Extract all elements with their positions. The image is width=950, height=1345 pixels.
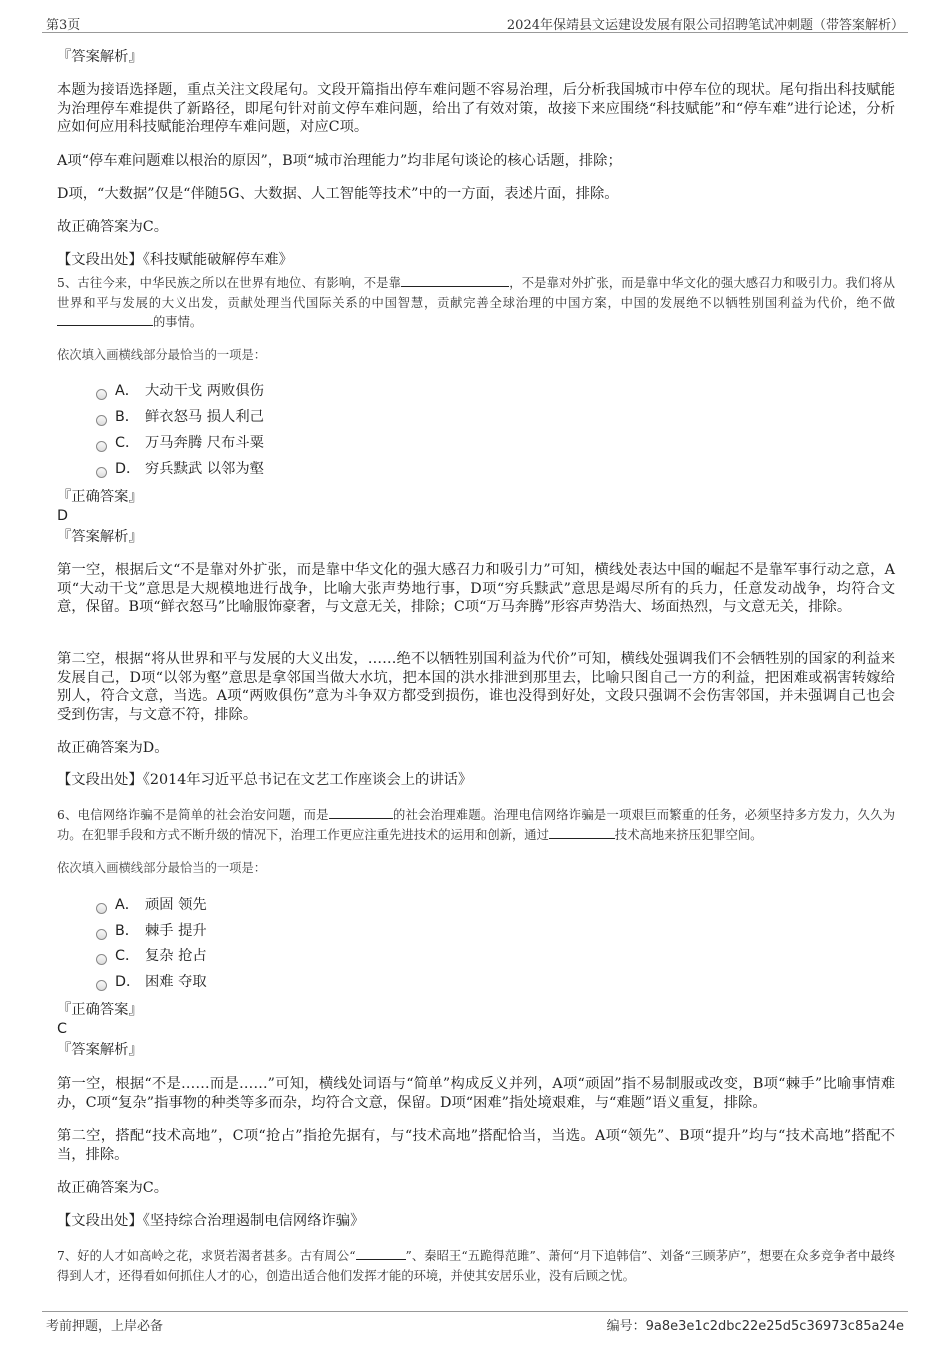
option-letter: C． [115, 435, 140, 451]
q6-analysis-p1: 第一空，根据“不是……而是……”可知，横线处词语与“简单”构成反义并列，A项“顽固”指不易制服或改变，B项“棘手”比喻事情难办，C项“复杂”指事物的种类等多而杂，均符合文意，保留。D项“困难”指处境艰难，与“难题”语义重复，排除。 [57, 1076, 895, 1111]
q6-correct-answer: C [57, 1021, 67, 1037]
radio-icon[interactable] [96, 980, 107, 991]
option-text: 复杂 抢占 [145, 948, 207, 964]
footer-slogan: 考前押题，上岸必备 [46, 1319, 164, 1334]
q6-analysis-p2: 第二空，搭配“技术高地”，C项“抢占”指抢先据有，与“技术高地”搭配恰当，当选。A项“领先”、B项“提升”均与“技术高地”搭配不当，排除。 [57, 1128, 895, 1163]
q4-analysis-label: 『答案解析』 [57, 49, 143, 65]
q6-stem-part-a: 6、电信网络诈骗不是简单的社会治安问题，而是 [57, 808, 329, 822]
code-label: 编号： [606, 1319, 646, 1334]
option-text: 顽固 领先 [145, 897, 207, 913]
page-header [42, 12, 908, 33]
q4-conclusion: 故正确答案为C。 [57, 219, 169, 235]
option-text: 大动干戈 两败俱伤 [145, 383, 264, 399]
option-letter: C． [115, 948, 140, 964]
radio-icon[interactable] [96, 954, 107, 965]
q4-analysis-p3: D项，“大数据”仅是“伴随5G、大数据、人工智能等技术”中的一方面，表述片面，排除。 [57, 186, 619, 202]
radio-icon[interactable] [96, 389, 107, 400]
code-value: 9a8e3e1c2dbc22e25d5c36973c85a24e [645, 1319, 904, 1334]
q6-blank-1 [329, 807, 393, 819]
q5-correct-answer: D [57, 508, 69, 524]
q5-option-a[interactable] [96, 382, 264, 400]
page-footer [42, 1311, 908, 1334]
radio-icon[interactable] [96, 929, 107, 940]
q6-option-d[interactable] [96, 973, 207, 991]
q6-source: 【文段出处】《坚持综合治理遏制电信网络诈骗》 [57, 1213, 365, 1229]
q5-option-b[interactable] [96, 408, 264, 426]
q6-stem-part-b: 的社会治理难题。治理电信网络诈骗是一项艰巨而繁重的任务，必须坚持多方发力，久久为功。在犯罪手段和方式不断升级的情况下，治理工作更应注重先进技术的运用和创新，通过 [57, 808, 895, 842]
page-number: 第3页 [46, 18, 81, 33]
q7-stem-part-b: ”、秦昭王“五跪得范雎”、萧何“月下追韩信”、刘备“三顾茅庐”，想要在众多竞争者中最终得到人才，还得看如何抓住人才的心，创造出适合他们发挥才能的环境，并使其安居乐业，没有后顾之忧。 [57, 1249, 895, 1283]
q5-option-d[interactable] [96, 460, 264, 478]
option-letter: B． [115, 409, 140, 425]
option-text: 鲜衣怒马 损人利己 [145, 409, 264, 425]
option-text: 穷兵黩武 以邻为壑 [145, 461, 264, 477]
q6-option-b[interactable] [96, 922, 207, 940]
q7-stem [57, 1247, 895, 1286]
option-letter: A． [115, 897, 140, 913]
q7-stem-part-a: 7、好的人才如高岭之花，求贤若渴者甚多。古有周公“ [57, 1249, 356, 1263]
q6-analysis-label: 『答案解析』 [57, 1042, 143, 1058]
radio-icon[interactable] [96, 903, 107, 914]
q5-stem-part-c: 的事情。 [153, 315, 203, 329]
q5-conclusion: 故正确答案为D。 [57, 740, 169, 756]
option-text: 棘手 提升 [145, 923, 207, 939]
q7-blank-1 [356, 1248, 406, 1260]
q5-blank-2 [57, 314, 153, 326]
document-code [607, 1315, 904, 1334]
q5-correct-label: 『正确答案』 [57, 489, 143, 505]
document-title: 2024年保靖县文运建设发展有限公司招聘笔试冲刺题（带答案解析） [506, 18, 904, 33]
q4-analysis-p1: 本题为接语选择题，重点关注文段尾句。文段开篇指出停车难问题不容易治理，后分析我国城市中停车位的现状。尾句指出科技赋能为治理停车难提供了新路径，即尾句针对前文停车难问题，给出了有效对策，故接下来应围绕“科技赋能”和“停车难”进行论述，分析应如何应用科技赋能治理停车难问题，对应C项。 [57, 82, 895, 135]
option-letter: B． [115, 923, 140, 939]
q5-stem-part-b: ，不是靠对外扩张，而是靠中华文化的强大感召力和吸引力。我们将从世界和平与发展的大义出发，贡献处理当代国际关系的中国智慧，贡献完善全球治理的中国方案，中国的发展绝不以牺牲别国利益为代价，绝不做 [57, 276, 895, 310]
option-letter: D． [115, 461, 141, 477]
q4-analysis-p2: A项“停车难问题难以根治的原因”，B项“城市治理能力”均非尾句谈论的核心话题，排除； [57, 153, 622, 169]
q5-instruction: 依次填入画横线部分最恰当的一项是： [57, 348, 267, 362]
q5-blank-1 [401, 275, 509, 287]
q6-option-a[interactable] [96, 896, 207, 914]
q6-option-c[interactable] [96, 947, 207, 965]
option-text: 困难 夺取 [145, 974, 207, 990]
option-text: 万马奔腾 尺布斗粟 [145, 435, 264, 451]
q6-conclusion: 故正确答案为C。 [57, 1180, 169, 1196]
q5-stem-part-a: 5、古往今来，中华民族之所以在世界有地位、有影响，不是靠 [57, 276, 402, 290]
radio-icon[interactable] [96, 467, 107, 478]
q6-correct-label: 『正确答案』 [57, 1002, 143, 1018]
q6-stem-part-c: 技术高地来挤压犯罪空间。 [614, 827, 763, 842]
q5-analysis-label: 『答案解析』 [57, 529, 143, 545]
q5-option-c[interactable] [96, 434, 264, 452]
q6-stem [57, 806, 895, 845]
q4-source: 【文段出处】《科技赋能破解停车难》 [57, 252, 293, 268]
radio-icon[interactable] [96, 441, 107, 452]
q6-instruction: 依次填入画横线部分最恰当的一项是： [57, 861, 267, 875]
q5-analysis-p2: 第二空，根据“将从世界和平与发展的大义出发，……绝不以牺牲别国利益为代价”可知，横线处强调我们不会牺牲别的国家的利益来发展自己，D项“以邻为壑”意思是拿邻国当做大水坑，把本国的洪水排泄到那里去，比喻只图自己一方的利益，把困难或祸害转嫁给别人，符合文意，当选。A项“两败俱伤”意为斗争双方都受到损伤，谁也没得到好处，文段只强调不会伤害邻国，并未强调自己也会受到伤害，与文意不符，排除。 [57, 651, 895, 723]
option-letter: D． [115, 974, 141, 990]
radio-icon[interactable] [96, 415, 107, 426]
q5-source: 【文段出处】《2014年习近平总书记在文艺工作座谈会上的讲话》 [57, 772, 473, 788]
q6-blank-2 [549, 827, 615, 839]
q5-stem [57, 274, 895, 333]
q5-analysis-p1: 第一空，根据后文“不是靠对外扩张，而是靠中华文化的强大感召力和吸引力”可知，横线处表达中国的崛起不是靠军事行动之意，A项“大动干戈”意思是大规模地进行战争，比喻大张声势地行事，D项“穷兵黩武”意思是竭尽所有的兵力，任意发动战争，均符合文意，保留。B项“鲜衣怒马”比喻服饰豪奢，与文意无关，排除；C项“万马奔腾”形容声势浩大、场面热烈，与文意无关，排除。 [57, 562, 895, 615]
option-letter: A． [115, 383, 140, 399]
